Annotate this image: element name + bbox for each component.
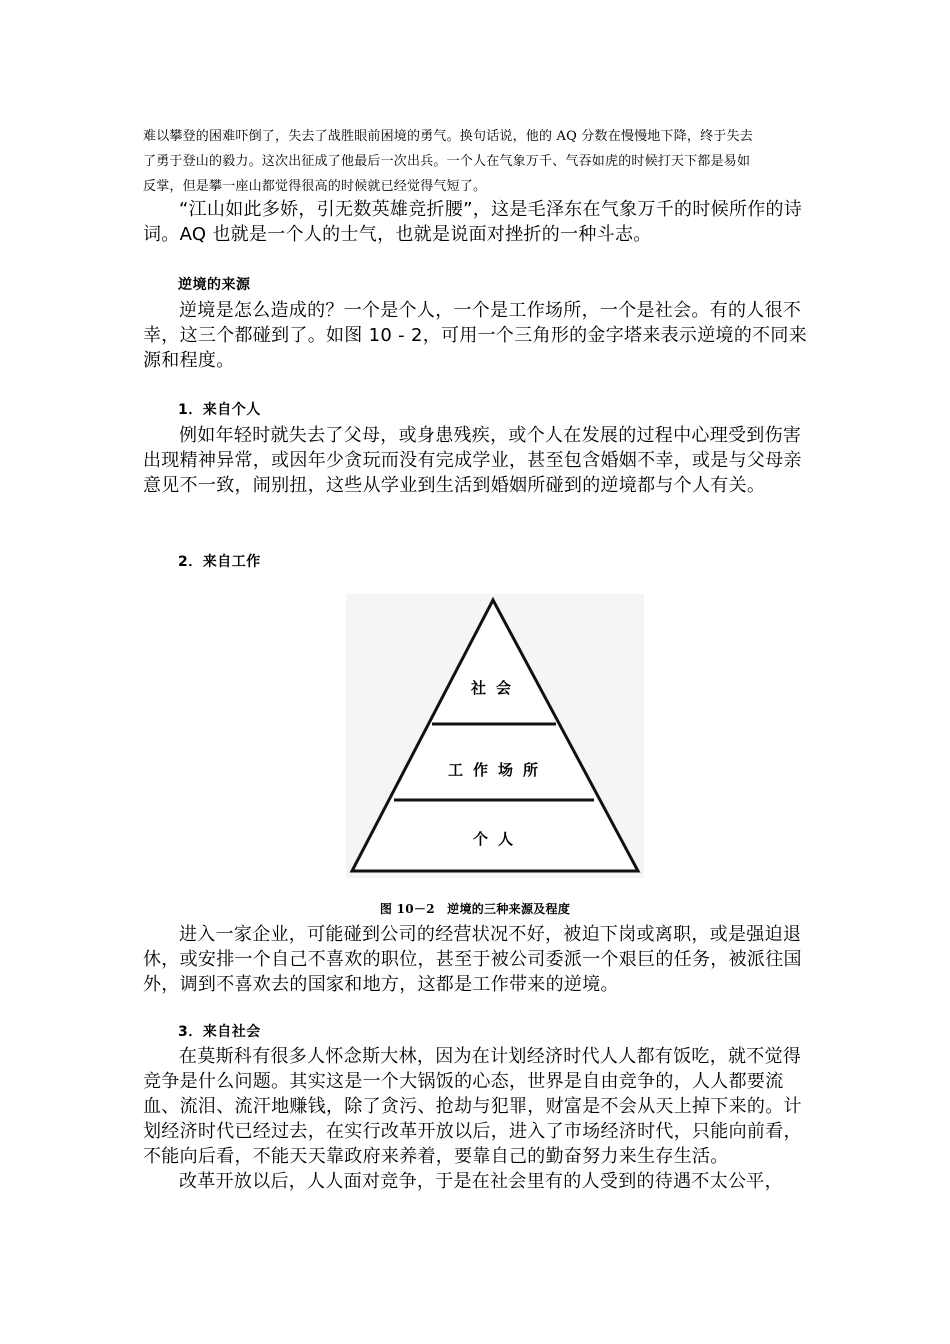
source-paragraph-block: [143, 298, 813, 373]
society-paragraph-block: [143, 1044, 813, 1194]
top-paragraph-line: 了勇于登山的毅力。这次出征成了他最后一次出兵。一个人在气象万千、气吞如虎的时候打天下都是易如: [143, 154, 751, 169]
work-paragraph: 进入一家企业，可能碰到公司的经营状况不好，被迫下岗或离职，或是强迫退休，或安排一个自己不喜欢的职位，甚至于被公司委派一个艰巨的任务，被派往国外，调到不喜欢去的国家和地方，这都是工作带来的逆境。: [143, 924, 802, 995]
poem-paragraph-block: [143, 197, 813, 247]
pyramid-figure: [346, 594, 644, 878]
society-paragraph-2: 改革开放以后，人人面对竞争，于是在社会里有的人受到的待遇不太公平，: [179, 1171, 783, 1192]
pyramid-tier-individual: 个人: [472, 830, 524, 848]
source-paragraph: 逆境是怎么造成的？一个是个人，一个是工作场所，一个是社会。有的人很不幸，这三个都碰到了。如图 10 - 2，可用一个三角形的金字塔来表示逆境的不同来源和程度。: [143, 300, 808, 371]
top-paragraph: [143, 124, 808, 199]
section-heading-personal: 1．来自个人: [178, 402, 261, 418]
top-paragraph-line: 难以攀登的困难吓倒了，失去了战胜眼前困境的勇气。换句话说，他的 AQ 分数在慢慢地下降，终于失去: [143, 129, 753, 144]
personal-paragraph-block: [143, 423, 813, 498]
society-paragraph-1: 在莫斯科有很多人怀念斯大林，因为在计划经济时代人人都有饭吃，就不觉得竞争是什么问题。其实这是一个大锅饭的心态，世界是自由竞争的，人人都要流血、流泪、流汗地赚钱，除了贪污、抢劫与犯罪，财富是不会从天上掉下来的。计划经济时代已经过去，在实行改革开放以后，进入了市场经济时代，只能向前看，不能向后看，不能天天靠政府来养着，要靠自己的勤奋努力来生存生活。: [143, 1046, 802, 1167]
poem-paragraph: “江山如此多娇，引无数英雄竞折腰”，这是毛泽东在气象万千的时候所作的诗词。AQ 也就是一个人的士气，也就是说面对挫折的一种斗志。: [143, 199, 803, 245]
section-heading-work: 2．来自工作: [178, 554, 261, 570]
personal-paragraph: 例如年轻时就失去了父母，或身患残疾，或个人在发展的过程中心理受到伤害出现精神异常，或因年少贪玩而没有完成学业，甚至包含婚姻不幸，或是与父母亲意见不一致，闹别扭，这些从学业到生活到婚姻所碰到的逆境都与个人有关。: [143, 425, 802, 496]
top-paragraph-line: 反掌，但是攀一座山都觉得很高的时候就已经觉得气短了。: [143, 179, 487, 194]
section-heading-society: 3．来自社会: [178, 1024, 261, 1040]
pyramid-tier-workplace: 工作场所: [447, 761, 549, 779]
figure-caption: 图 10－2 逆境的三种来源及程度: [379, 902, 571, 916]
section-heading-source: 逆境的来源: [178, 277, 251, 293]
pyramid-tier-society: 社会: [470, 679, 522, 697]
work-paragraph-block: [143, 922, 813, 997]
pyramid-diagram: [346, 594, 644, 878]
